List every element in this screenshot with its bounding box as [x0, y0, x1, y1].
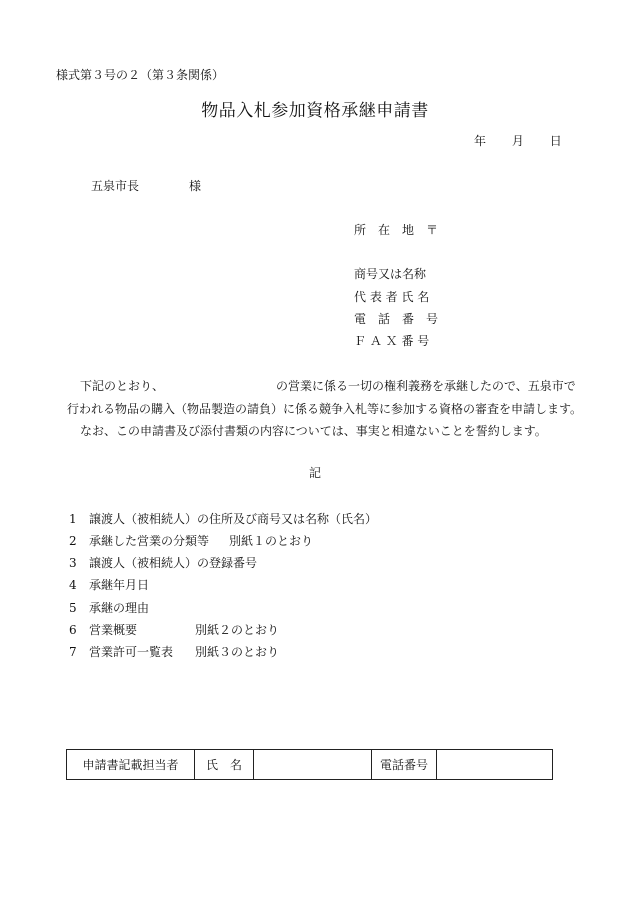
list-item-number: 1 [69, 512, 77, 526]
body-line1-start: 下記のとおり、 [80, 379, 165, 393]
date-day: 日 [549, 134, 562, 148]
list-item-number: 7 [69, 645, 77, 659]
date-line [474, 132, 562, 149]
list-item [69, 554, 257, 571]
form-number: 様式第３号の２（第３条関係） [56, 68, 225, 82]
contact-person-label: 申請書記載担当者 [67, 750, 195, 780]
list-item [69, 621, 279, 638]
list-item-text: 譲渡人（被相続人）の登録番号 [89, 556, 258, 570]
body-line2: 行われる物品の購入（物品製造の請負）に係る競争入札等に参加する資格の審査を申請します。 [67, 402, 583, 416]
document-title: 物品入札参加資格承継申請書 [201, 101, 429, 121]
contact-person-table [66, 749, 553, 780]
date-month: 月 [511, 134, 524, 148]
body-line1-end: の営業に係る一切の権利義務を承継したので、五泉市で [276, 379, 576, 393]
list-item-number: 2 [69, 534, 77, 548]
list-item-reference: 別紙１のとおり [229, 534, 314, 548]
list-item-reference: 別紙３のとおり [195, 645, 280, 659]
list-item [69, 599, 149, 616]
list-item [69, 576, 149, 593]
ki-heading: 記 [308, 466, 321, 480]
addressee-honorific: 様 [189, 179, 202, 193]
list-item-text: 承継した営業の分類等 [89, 534, 210, 548]
list-item-number: 5 [69, 601, 77, 615]
list-item [69, 532, 313, 549]
applicant-representative-label: 代 表 者 氏 名 [354, 290, 430, 304]
list-item [69, 510, 377, 527]
applicant-address-label: 所 在 地 〒 [354, 223, 439, 237]
applicant-fax-label: Ｆ Ａ Ｘ 番 号 [354, 334, 430, 348]
contact-phone-field[interactable] [437, 750, 553, 780]
list-item-text: 譲渡人（被相続人）の住所及び商号又は名称（氏名） [89, 512, 378, 526]
contact-name-field[interactable] [254, 750, 372, 780]
list-item-number: 6 [69, 623, 77, 637]
list-item-text: 営業概要 [89, 623, 138, 637]
list-item-text: 承継年月日 [89, 578, 150, 592]
addressee [91, 177, 201, 194]
body-line3: なお、この申請書及び添付書類の内容については、事実と相違ないことを誓約します。 [80, 424, 547, 438]
list-item-text: 承継の理由 [89, 601, 150, 615]
applicant-phone-label: 電 話 番 号 [354, 312, 439, 326]
list-item-text: 営業許可一覧表 [89, 645, 174, 659]
contact-phone-label: 電話番号 [372, 750, 437, 780]
list-item-number: 3 [69, 556, 77, 570]
applicant-trade-name-label: 商号又は名称 [354, 267, 427, 281]
list-item-reference: 別紙２のとおり [195, 623, 280, 637]
list-item-number: 4 [69, 578, 77, 592]
contact-name-label: 氏 名 [195, 750, 254, 780]
list-item [69, 643, 279, 660]
date-year: 年 [474, 134, 487, 148]
addressee-name: 五泉市長 [91, 179, 140, 193]
